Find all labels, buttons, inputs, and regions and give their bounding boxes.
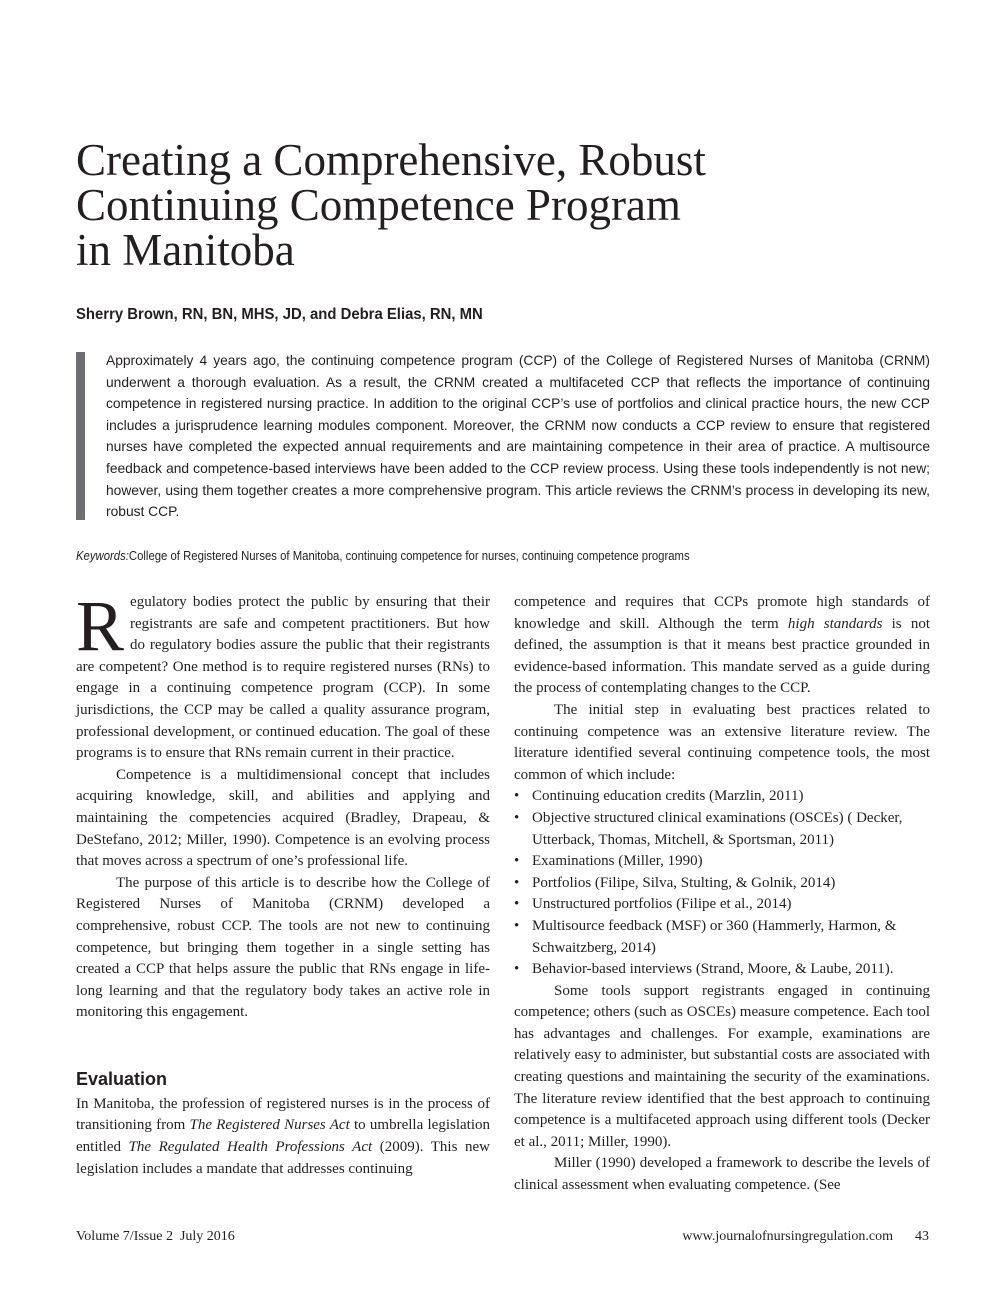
keywords-text: College of Registered Nurses of Manitoba, continuing competence for nurses, continuing competence programs — [128, 549, 690, 563]
list-item: • Unstructured portfolios (Filipe et al., 2014) — [514, 894, 930, 916]
left-p4-e: (2009). This new legislation includes a mandate that addresses continuing — [76, 1139, 490, 1177]
left-p4-a: In Manitoba, the profession of registered nurses is in the process of transitioning from — [76, 1095, 490, 1134]
list-item: • Portfolios (Filipe, Silva, Stulting, & Golnik, 2014) — [514, 873, 930, 895]
list-item: • Continuing education credits (Marzlin, 2011) — [514, 786, 930, 808]
left-column — [76, 586, 490, 1180]
page-number: 43 — [915, 1229, 929, 1244]
footer-url[interactable]: www.journalofnursingregulation.com — [682, 1229, 893, 1244]
drop-cap: R — [76, 586, 125, 666]
abstract-bar — [76, 352, 85, 520]
abstract: Approximately 4 years ago, the continuing competence program (CCP) of the College of Registered Nurses of Manitoba (CRNM) underwent a thorough evaluation. As a result, the CRNM created a multifaceted CCP that reflects the importance of continuing competence in registered nursing practice. In addition to the original CCP’s use of portfolios and clinical practice hours, the new CCP includes a jurisprudence learning modules component. Moreover, the CRNM now conducts a CCP review to ensure that registered nurses have completed the expected annual requirements and are maintaining competence in their area of practice. A multisource feedback and competence-based interviews have been added to the CCP review process. Using these tools independently is not new; however, using them together creates a more comprehensive program. This article reviews the CRNM’s process in developing its new, robust CCP. — [106, 353, 930, 520]
title-line-2: Continuing Competence Program — [76, 180, 681, 230]
act-title-2: The Regulated Health Professions Act — [128, 1139, 373, 1156]
tools-list — [514, 786, 930, 980]
authors: Sherry Brown, RN, BN, MHS, JD, and Debra Elias, RN, MN — [76, 306, 483, 323]
right-p1-c: is not defined, the assumption is that it means best practice grounded in evidence-based information. This mandate served as a guide during the process of contemplating changes to the CCP. — [514, 615, 930, 697]
right-p1-emphasis: high standards — [787, 615, 883, 632]
keywords — [76, 549, 690, 563]
article-title — [76, 135, 936, 275]
left-paragraph-3: The purpose of this article is to describe how the College of Registered Nurses of Manitoba (CRNM) developed a comprehensive, robust CCP. The tools are not new to continuing competence, but bringing them together in a single setting has created a CCP that helps assure the public that RNs engage in life-long learning and that the regulatory body takes an active role in monitoring this engagement. — [76, 874, 490, 1021]
list-item: • Objective structured clinical examinations (OSCEs) ( Decker, Utterback, Thomas, Mitchell, & Sportsman, 2011) — [514, 808, 930, 851]
list-item: • Behavior-based interviews (Strand, Moore, & Laube, 2011). — [514, 959, 930, 981]
left-paragraph-2: Competence is a multidimensional concept that includes acquiring knowledge, skill, and abilities and applying and maintaining the competencies acquired (Bradley, Drapeau, & DeStefano, 2012; Miller, 1990). Competence is an evolving process that moves across a spectrum of one’s professional life. — [76, 766, 490, 870]
left-p1-text: egulatory bodies protect the public by ensuring that their registrants are safe and competent practitioners. But how do regulatory bodies assure the public that their registrants are competent? One method is to require registered nurses (RNs) to engage in a continuing competence program (CCP). In some jurisdictions, the CCP may be called a quality assurance program, professional development, or continued education. The goal of these programs is to ensure that RNs remain current in their practice. — [76, 594, 490, 762]
right-p1-a: competence and requires that CCPs promote high standards of knowledge and skill. Although the term — [514, 594, 930, 632]
section-heading-evaluation: Evaluation — [76, 1068, 168, 1089]
title-line-3: in Manitoba — [76, 225, 295, 275]
left-paragraph-4 — [76, 1094, 490, 1180]
left-p4-c: to umbrella legislation entitled — [76, 1117, 490, 1156]
right-paragraph-3: Some tools support registrants engaged in continuing competence; others (such as OSCEs) measure competence. Each tool has advantages and challenges. For example, examinations are relatively easy to administer, but substantial costs are associated with creating questions and maintaining the security of the examinations. The literature review identified that the best approach to continuing competence is a multifaceted approach using different tools (Decker et al., 2011; Miller, 1990). — [514, 982, 930, 1150]
footer-issue: Volume 7/Issue 2 July 2016 — [76, 1229, 235, 1244]
right-paragraph-4: Miller (1990) developed a framework to describe the levels of clinical assessment when evaluating competence. (See — [514, 1155, 930, 1194]
title-line-1: Creating a Comprehensive, Robust — [76, 135, 706, 185]
act-title-1: The Registered Nurses Act — [189, 1117, 350, 1134]
left-paragraph-1 — [76, 586, 490, 765]
right-paragraph-2: The initial step in evaluating best practices related to continuing competence was an extensive literature review. The literature identified several continuing competence tools, the most common of which include: — [514, 701, 930, 783]
keywords-label: Keywords: — [76, 549, 129, 563]
list-item: • Examinations (Miller, 1990) — [514, 851, 930, 873]
footer-right — [682, 1229, 929, 1245]
right-column — [514, 592, 930, 1197]
list-item: • Multisource feedback (MSF) or 360 (Hammerly, Harmon, & Schwaitzberg, 2014) — [514, 916, 930, 959]
right-paragraph-1 — [514, 592, 930, 700]
